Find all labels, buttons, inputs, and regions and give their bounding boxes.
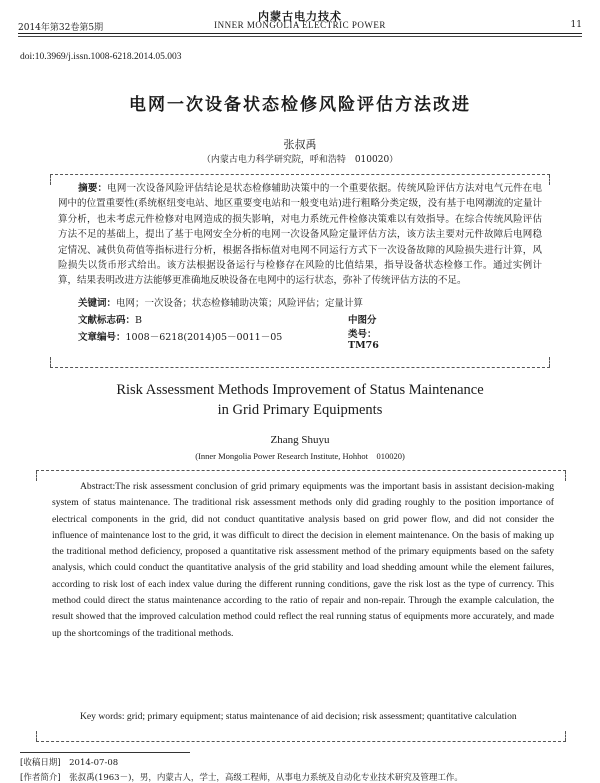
title-en-line2: in Grid Primary Equipments: [217, 402, 383, 418]
abstract-cn-label: 摘要：: [78, 183, 108, 194]
keywords-en: [52, 709, 554, 725]
abstract-en: [52, 479, 554, 642]
footnote-rule: [20, 752, 190, 753]
doc-code-value: B: [135, 315, 142, 326]
keywords-cn-label: 关键词：: [78, 298, 117, 309]
journal-issue: 2014年第32卷第5期: [18, 23, 104, 33]
class-number-value: TM76: [348, 340, 379, 351]
abstract-box-en: [36, 470, 566, 742]
page-header: [18, 8, 582, 34]
author-cn: 张叔禹: [283, 138, 317, 151]
keywords-cn: [78, 295, 363, 309]
title-en: [0, 380, 600, 420]
keywords-cn-text: 电网；一次设备；状态检修辅助决策；风险评估；定量计算: [116, 298, 364, 309]
doc-code-label: 文献标志码：: [78, 315, 136, 326]
abstract-cn-text: 电网一次设备风险评估结论是状态检修辅助决策中的一个重要依据。传统风险评估方法对电气元件在电网中的位置重要性(系统枢纽变电站、地区重要变电站和一般变电站)进行粗略分类定级，没有基于电网潮流的定量计算分析，也未考虑元件检修对电网造成的损失影响，对电力系统元件检修决策难以有效指导。在综合传统风险评估方法不足的基础上，提出了基于电网安全分析的电网一次设备风险定量评估方法，该方法主要对元件故障后电网稳定情况、减供负荷值等指标进行分析，根据各指标值对电网不同运行方式下一次设备故障的风险损失进行计算，风险损失以货币形式给出。该方法根据设备运行与检修存在风险的比值结果，指导设备状态检修工作。通过实例计算，结果表明改进方法能够更准确地反映设备在电网中的运行状态，弥补了传统评估方法的不足。: [58, 183, 542, 287]
title-cn: 电网一次设备状态检修风险评估方法改进: [129, 95, 471, 115]
affiliation-cn: （内蒙古电力科学研究院，呼和浩特 010020）: [201, 155, 399, 165]
author-en: Zhang Shuyu: [270, 434, 330, 446]
doi: doi:10.3969/j.issn.1008-6218.2014.05.003: [20, 52, 182, 62]
keywords-en-label: Key words:: [80, 711, 125, 722]
abstract-en-label: Abstract:: [80, 481, 116, 492]
received-date: [收稿日期] 2014-07-08: [20, 758, 119, 768]
author-bio: [作者简介] 张叔禹(1963－)，男，内蒙古人，学士，高级工程师，从事电力系统及自动化专业技术研究及管理工作。: [20, 773, 463, 783]
journal-name-en: INNER MONGOLIA ELECTRIC POWER: [214, 20, 386, 30]
header-rule-thin: [18, 36, 582, 37]
affiliation-en: (Inner Mongolia Power Research Institute, Hohhot 010020): [195, 451, 405, 461]
class-number: [348, 312, 379, 351]
header-rule: [18, 33, 582, 34]
title-en-line1: Risk Assessment Methods Improvement of Status Maintenance: [116, 382, 484, 398]
abstract-cn: [58, 181, 542, 289]
keywords-en-text: grid; primary equipment; status maintenance of aid decision; risk assessment; quantitative calculation: [126, 711, 517, 722]
article-number-label: 文章编号：: [78, 332, 126, 343]
article-number-line: [78, 329, 282, 343]
page-number: 11: [570, 20, 582, 30]
abstract-box-cn: [50, 174, 550, 368]
abstract-en-text: The risk assessment conclusion of grid primary equipments was the important basis in assistant decision-making system of status maintenance. The traditional risk assessment methods only did grading roughly to the position importance of electrical components in the grid, did not conduct quantitative analysis based on grid power flow, and did not consider the influence of maintenance lost to the grid, it was difficult to direct the decision in element maintenance. On the basis of making up the traditional method deficiency, proposed a quantitative risk assessment method of the primary equipments based on the safety analysis, which could conduct the quantitative analysis of the grid stability and load shedding amount while the element failures, according to risk lost of each index value during the different running conditions, gave the risk lost as the type of currency. This method could direct the status maintenance according to the ratio of repair and non-repair. Through the example calculation, the result showed that the improved calculation method could reflect the real running status of equipments more accurately, and made up the shortcomings of the traditional methods.: [52, 481, 554, 639]
journal-name-cn: 内蒙古电力技术: [258, 10, 342, 23]
class-number-label: 中图分类号：: [348, 315, 377, 340]
article-number-value: 1008－6218(2014)05－0011－05: [125, 332, 283, 343]
